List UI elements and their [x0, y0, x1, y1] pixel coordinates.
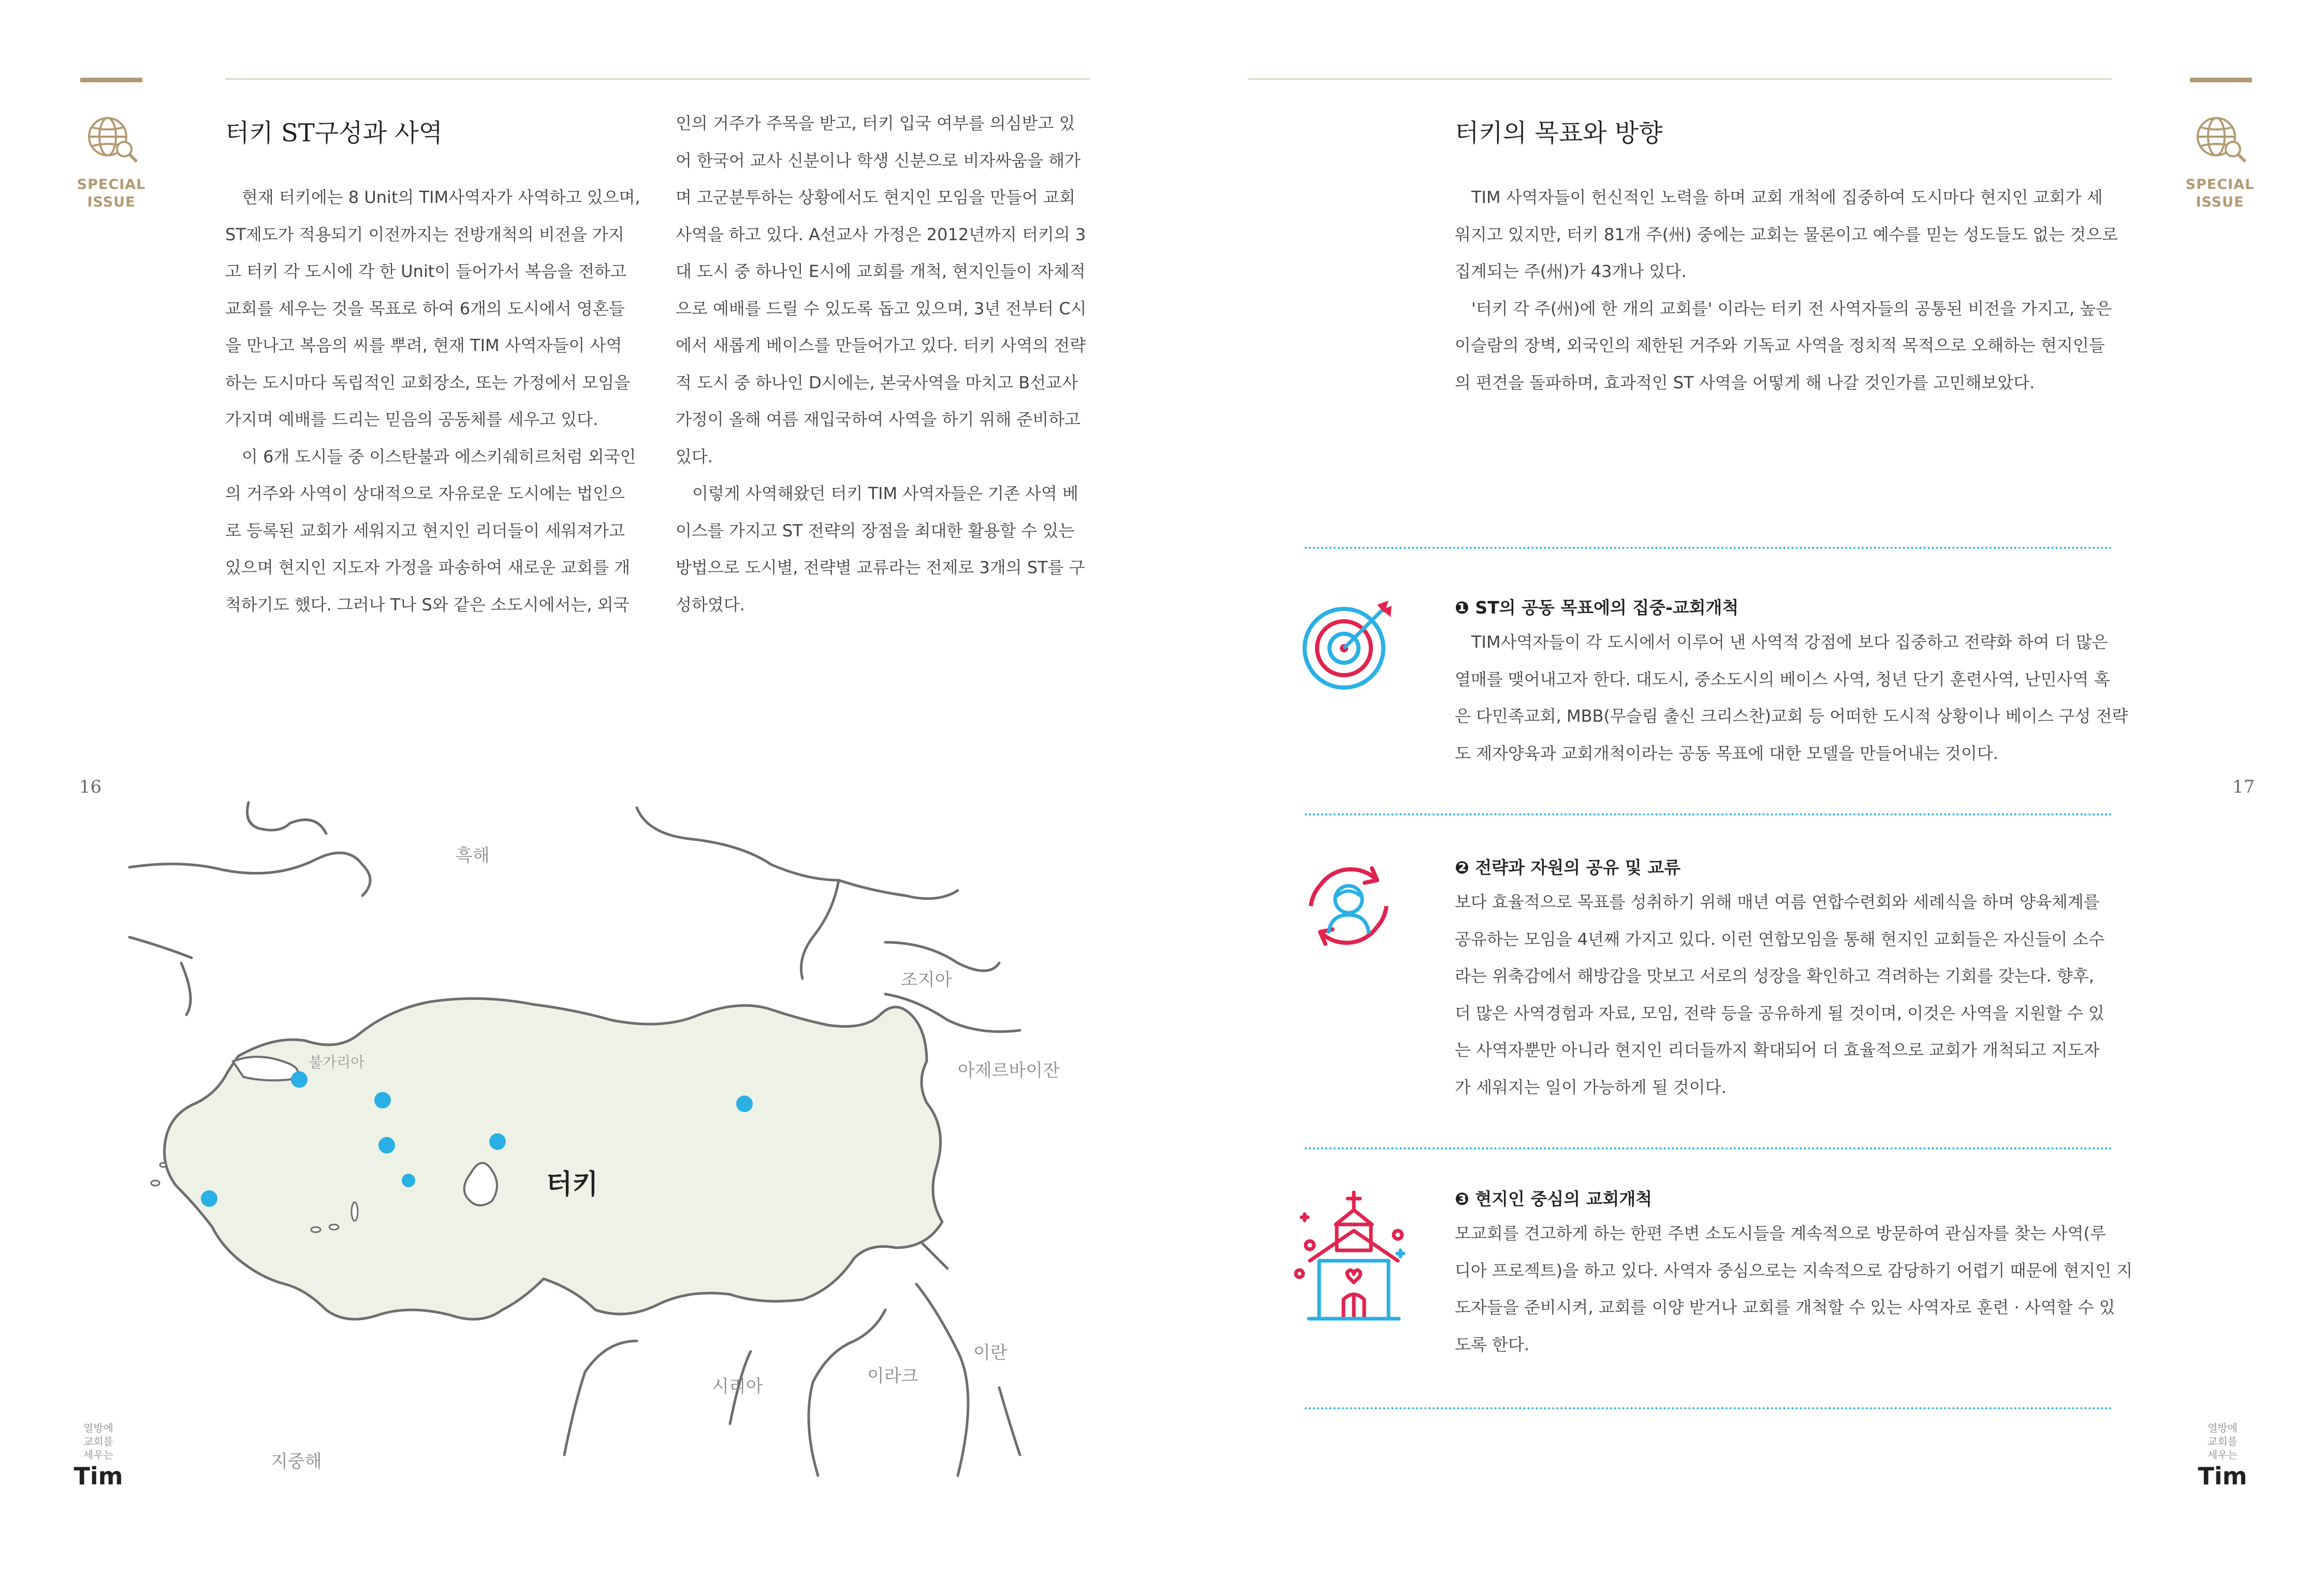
text-line: 에서 새롭게 베이스를 만들어가고 있다. 터키 사역의 전략 [676, 335, 1086, 355]
text-line: 는 사역자뿐만 아니라 현지인 리더들까지 확대되어 더 효율적으로 교회가 개척되고 지도자 [1455, 1040, 2100, 1060]
left-top-rule [225, 78, 1090, 80]
text-line: 의 편견을 돌파하며, 효과적인 ST 사역을 어떻게 해 나갈 것인가를 고민해보았다. [1455, 372, 2035, 392]
text-line: 라는 위축감에서 해방감을 맛보고 서로의 성장을 확인하고 격려하는 기회를 갖는다. 향후, [1455, 966, 2094, 986]
text-line: '터키 각 주(州)에 한 개의 교회를' 이라는 터키 전 사역자들의 공통된 비전을 가지고, 높은 [1455, 298, 2112, 318]
right-side-badge [2168, 113, 2272, 211]
city-marker [402, 1174, 415, 1187]
turkey-landmass [165, 999, 943, 1319]
tim-logo: Tim [74, 1462, 123, 1490]
text-line: 며 고군분투하는 상황에서도 현지인 모임을 만들어 교회 [676, 187, 1076, 207]
divider-dotted [1305, 547, 2112, 549]
item-3-title: ❸ 현지인 중심의 교회개척 [1455, 1189, 1653, 1209]
text-line: 있다. [676, 446, 713, 466]
text-line: ST제도가 적용되기 이전까지는 전방개척의 비전을 가지 [225, 224, 624, 244]
divider-dotted [1305, 813, 2112, 815]
item-2-body [1455, 884, 2112, 1106]
text-line: 의 거주와 사역이 상대적으로 자유로운 도시에는 법인으 [225, 484, 625, 503]
text-line: 가 세워지는 일이 가능하게 될 것이다. [1455, 1077, 1727, 1097]
text-line: 을 만나고 복음의 씨를 뿌려, 현재 TIM 사역자들이 사역 [225, 335, 622, 355]
left-side-badge [60, 113, 163, 211]
text-line: 이스를 가지고 ST 전략의 장점을 최대한 활용할 수 있는 [676, 520, 1075, 541]
city-marker [489, 1133, 506, 1150]
text-line: 워지고 있지만, 터키 81개 주(州) 중에는 교회는 물론이고 예수를 믿는 성도들도 없는 것으로 [1455, 224, 2118, 244]
text-line: 도록 한다. [1455, 1334, 1529, 1354]
divider-dotted [1305, 1407, 2112, 1409]
city-marker [291, 1071, 308, 1088]
map-label-bulgaria: 불가리아 [309, 1054, 365, 1071]
text-line: 이렇게 사역해왔던 터키 TIM 사역자들은 기존 사역 베 [676, 484, 1079, 503]
map-label-georgia: 조지아 [901, 970, 952, 990]
target-icon [1299, 594, 1398, 695]
person-cycle-icon [1299, 857, 1398, 957]
side-label-line2: ISSUE [2196, 194, 2244, 210]
text-line: 인의 거주가 주목을 받고, 터키 입국 여부를 의심받고 있 [676, 113, 1075, 133]
text-line: 열매를 맺어내고자 한다. 대도시, 중소도시의 베이스 사역, 청년 단기 훈련사역, 난민사역 혹 [1455, 669, 2110, 689]
city-marker [201, 1190, 217, 1207]
map-label-mediterranean: 지중해 [271, 1451, 322, 1472]
text-line: 있으며 현지인 지도자 가정을 파송하여 새로운 교회를 개 [225, 558, 631, 577]
city-marker [736, 1096, 753, 1112]
map-label-syria: 시리아 [712, 1376, 763, 1397]
globe-search-icon [2191, 113, 2248, 165]
right-intro [1455, 179, 2118, 401]
footer-line: 열방에 [2208, 1422, 2238, 1434]
left-page-number: 16 [79, 777, 102, 797]
text-line: 은 다민족교회, MBB(무슬림 출신 크리스찬)교회 등 어떠한 도시적 상황이나 베이스 구성 전략 [1455, 706, 2128, 726]
footer-line: 교회를 [2208, 1435, 2238, 1448]
item-3-body [1455, 1215, 2133, 1363]
map-label-azerbaijan: 아제르바이잔 [958, 1060, 1060, 1081]
divider-dotted [1305, 1147, 2112, 1149]
footer-line: 세우는 [83, 1449, 113, 1461]
text-line: 모교회를 견고하게 하는 한편 주변 소도시들을 계속적으로 방문하여 관심자를 찾는 사역(루 [1455, 1223, 2106, 1243]
side-label-line1: SPECIAL [77, 177, 146, 193]
text-line: TIM사역자들이 각 도시에서 이루어 낸 사역적 강점에 보다 집중하고 전략화 하여 더 많은 [1455, 632, 2108, 652]
text-line: 이 6개 도시들 중 이스탄불과 에스키쉐히르처럼 외국인 [225, 446, 636, 466]
globe-search-icon [83, 113, 140, 165]
text-line: 도자들을 준비시켜, 교회를 이양 받거나 교회를 개척할 수 있는 사역자로 훈련 · 사역할 수 있 [1455, 1297, 2115, 1317]
text-line: 가지며 예배를 드리는 믿음의 공동체를 세우고 있다. [225, 410, 598, 429]
text-line: 적 도시 중 하나인 D시에는, 본국사역을 마치고 B선교사 [676, 372, 1078, 392]
map-label-turkey: 터키 [546, 1169, 598, 1200]
text-line: 현재 터키에는 8 Unit의 TIM사역자가 사역하고 있으며, [225, 187, 640, 207]
right-page-number: 17 [2232, 777, 2255, 797]
text-line: 공유하는 모임을 4년째 가지고 있다. 이런 연합모임을 통해 현지인 교회들은 자신들이 소수 [1455, 929, 2105, 949]
text-line: 사역을 하고 있다. A선교사 가정은 2012년까지 터키의 3 [676, 224, 1086, 244]
text-line: 디아 프로젝트)을 하고 있다. 사역자 중심으로는 지속적으로 감당하기 어렵기 때문에 현지인 지 [1455, 1260, 2133, 1280]
text-line: 척하기도 했다. 그러나 T나 S와 같은 소도시에서는, 외국 [225, 594, 630, 615]
map-label-iraq: 이라크 [867, 1366, 918, 1387]
text-line: 방법으로 도시별, 전략별 교류라는 전제로 3개의 ST를 구 [676, 558, 1085, 577]
text-line: 집계되는 주(州)가 43개나 있다. [1455, 261, 1687, 281]
turkey-map [119, 792, 1060, 1481]
city-marker [374, 1092, 391, 1108]
text-line: 가정이 올해 여름 재입국하여 사역을 하기 위해 준비하고 [676, 410, 1081, 429]
text-line: 더 많은 사역경험과 자료, 모임, 전략 등을 공유하게 될 것이며, 이것은 사역을 지원할 수 있 [1455, 1003, 2104, 1023]
text-line: 으로 예배를 드릴 수 있도록 돕고 있으며, 3년 전부터 C시 [676, 298, 1087, 318]
city-marker [378, 1137, 395, 1154]
text-line: 고 터키 각 도시에 각 한 Unit이 들어가서 복음을 전하고 [225, 261, 626, 281]
text-line: 성하였다. [676, 594, 745, 615]
left-heading: 터키 ST구성과 사역 [225, 119, 443, 148]
text-line: 이슬람의 장벽, 외국인의 제한된 거주와 기독교 사역을 정치적 목적으로 오해하는 현지인들 [1455, 335, 2105, 355]
text-line: 보다 효율적으로 목표를 성취하기 위해 매년 여름 연합수련회와 세례식을 하며 양육체계를 [1455, 892, 2100, 912]
right-gold-rule [2190, 78, 2252, 82]
left-column-2 [676, 105, 1090, 623]
footer-line: 교회를 [83, 1435, 113, 1448]
right-footer [2186, 1421, 2259, 1489]
text-line: TIM 사역자들이 헌신적인 노력을 하며 교회 개척에 집중하여 도시마다 현지인 교회가 세 [1455, 187, 2103, 207]
side-label-line2: ISSUE [87, 194, 136, 210]
map-label-iran: 이란 [973, 1343, 1007, 1363]
church-icon [1294, 1188, 1413, 1330]
text-line: 어 한국어 교사 신분이나 학생 신분으로 비자싸움을 해가 [676, 150, 1081, 170]
text-line: 하는 도시마다 독립적인 교회장소, 또는 가정에서 모임을 [225, 372, 631, 392]
item-1-body [1455, 624, 2128, 772]
left-column-1 [225, 179, 639, 623]
text-line: 도 제자양육과 교회개척이라는 공동 목표에 대한 모델을 만들어내는 것이다. [1455, 743, 1998, 763]
footer-line: 세우는 [2208, 1449, 2238, 1461]
text-line: 대 도시 중 하나인 E시에 교회를 개척, 현지인들이 자체적 [676, 261, 1086, 281]
item-2-title: ❷ 전략과 자원의 공유 및 교류 [1455, 857, 1681, 878]
right-heading: 터키의 목표와 방향 [1455, 119, 1663, 148]
right-top-rule [1248, 78, 2112, 80]
map-label-black-sea: 흑해 [456, 845, 490, 866]
text-line: 교회를 세우는 것을 목표로 하여 6개의 도시에서 영혼들 [225, 298, 625, 318]
left-gold-rule [80, 78, 142, 82]
text-line: 로 등록된 교회가 세워지고 현지인 리더들이 세워져가고 [225, 520, 625, 541]
tim-logo: Tim [2198, 1462, 2247, 1490]
footer-line: 열방에 [83, 1422, 113, 1434]
item-1-title: ❶ ST의 공동 목표에의 집중-교회개척 [1455, 597, 1739, 618]
side-label-line1: SPECIAL [2185, 177, 2255, 193]
